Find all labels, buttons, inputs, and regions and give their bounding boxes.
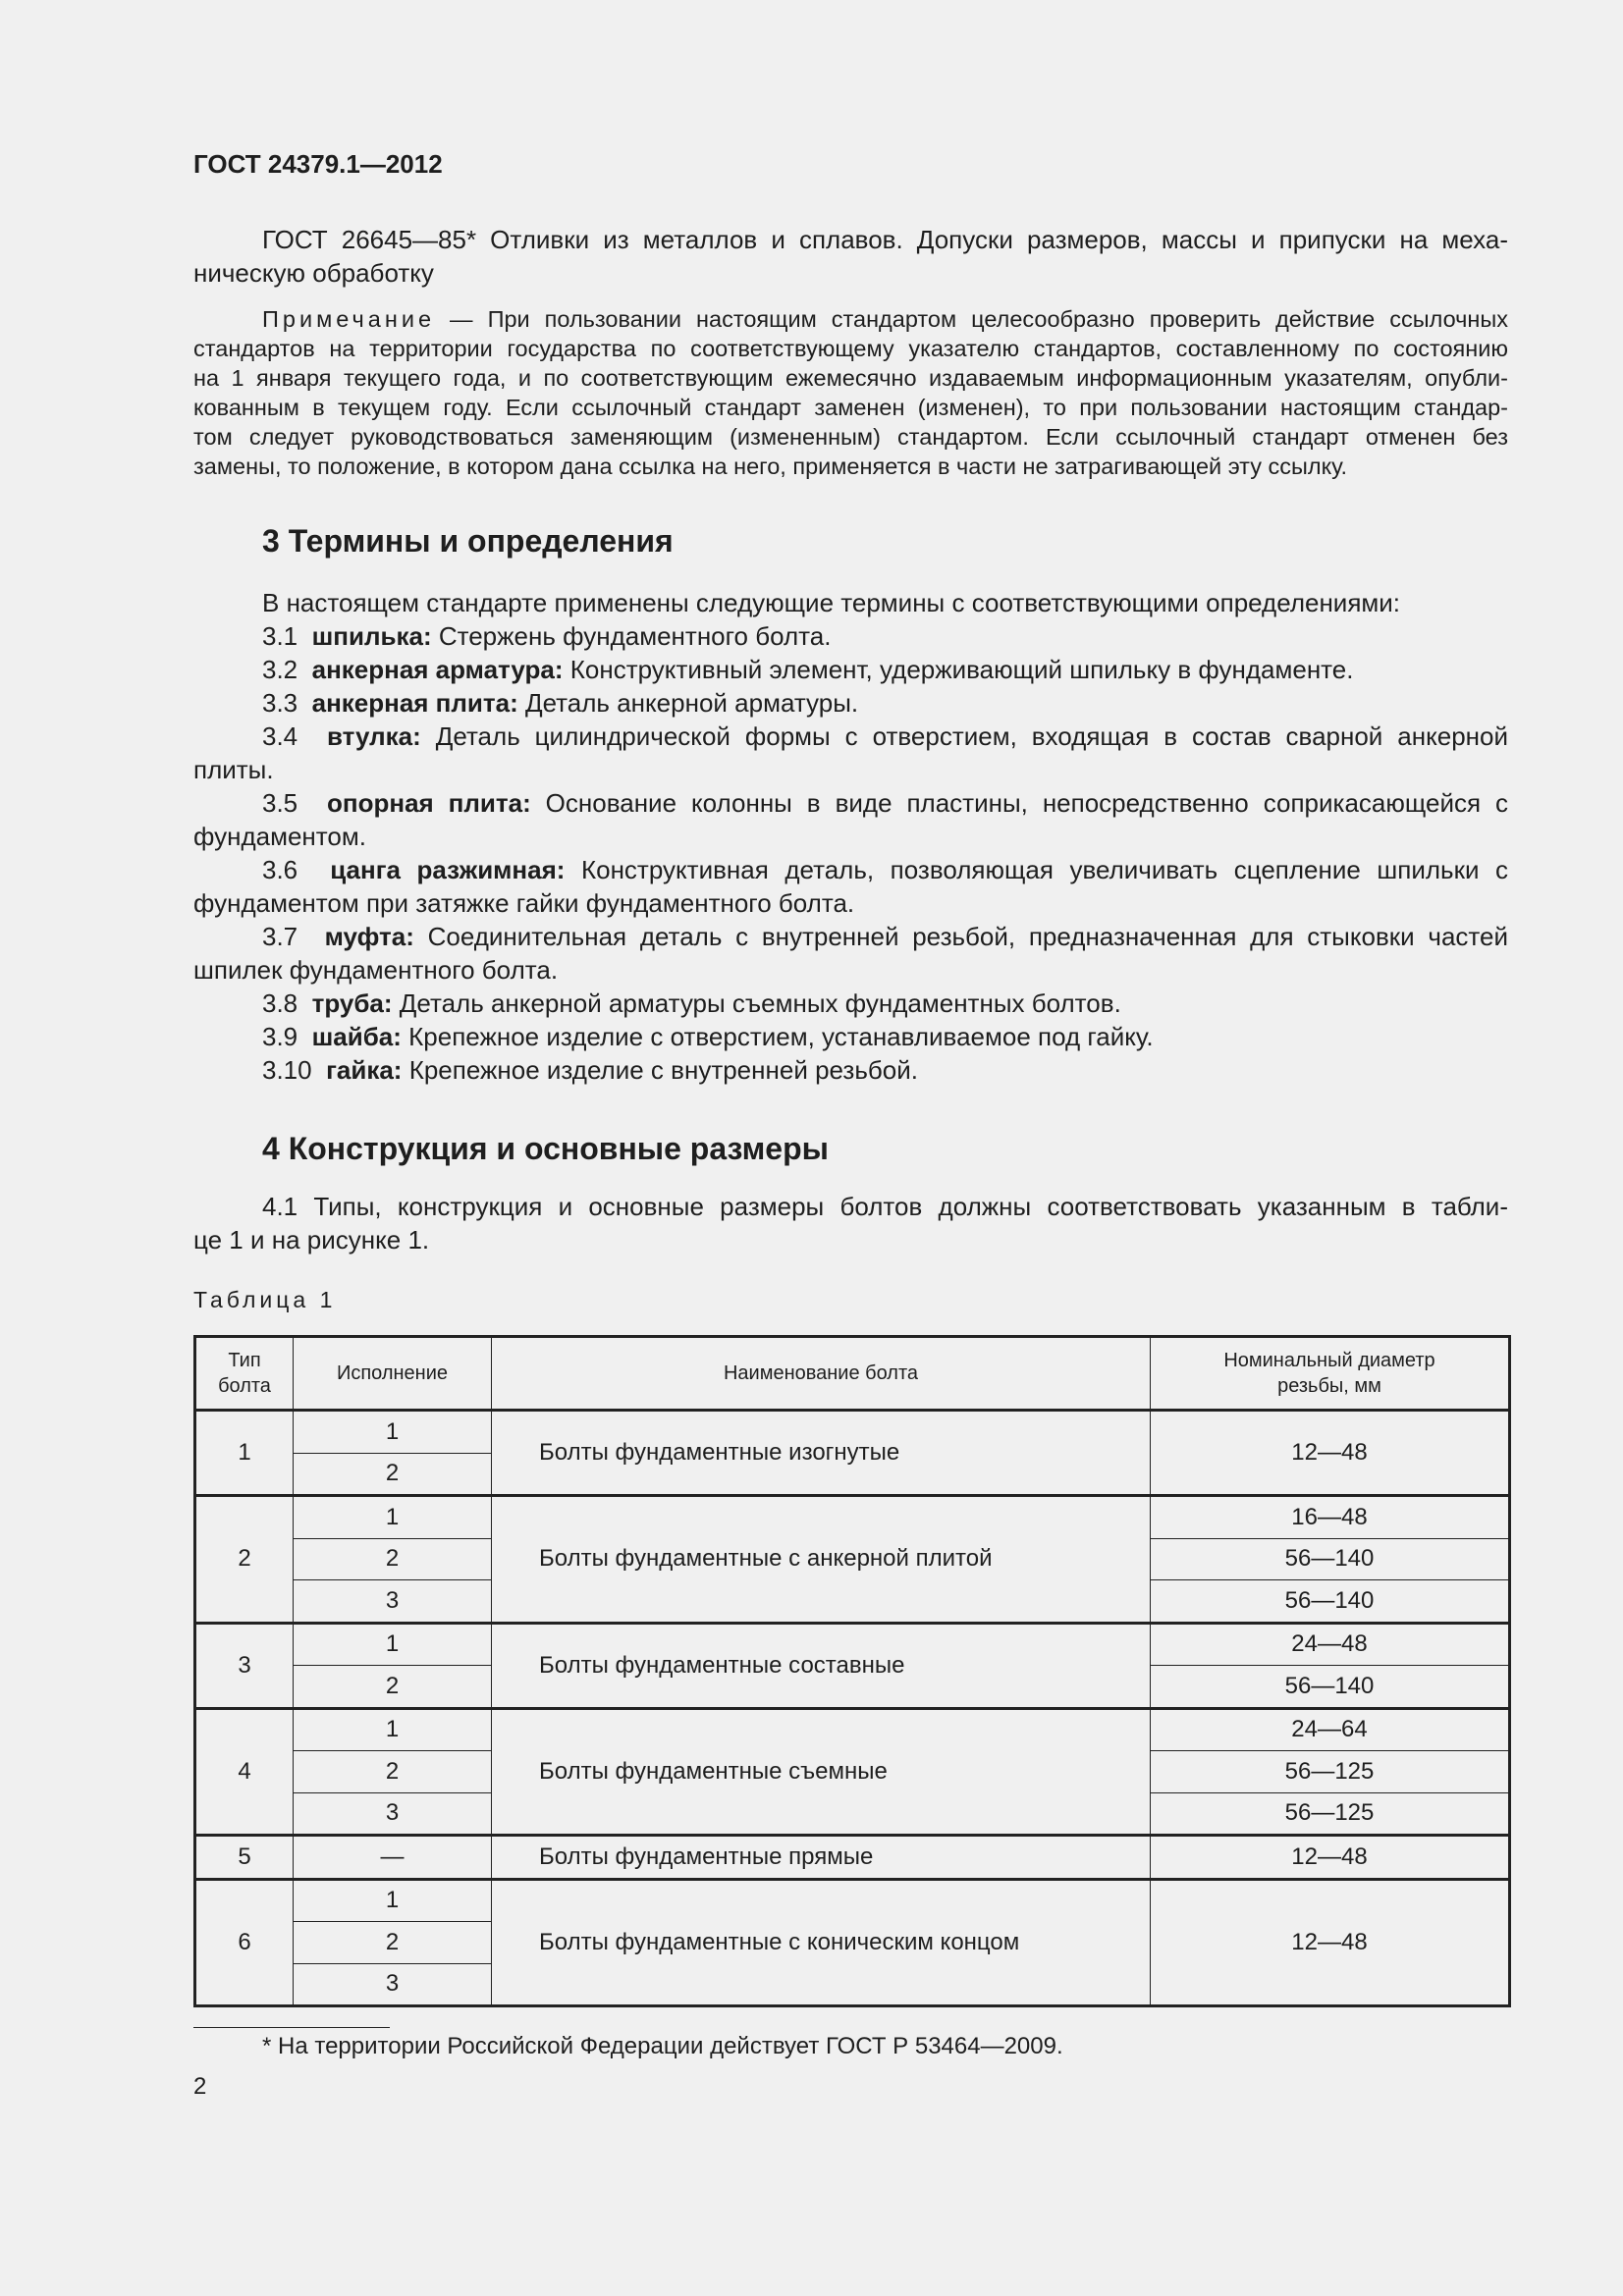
term-name: шайба: [311,1022,402,1051]
term-definition-continuation: фундаментом. [193,822,366,851]
cell-bolt-name: Болты фундаментные с анкерной плитой [492,1496,1151,1624]
term-definition: Деталь анкерной арматуры. [517,688,859,718]
footnote-separator [193,2027,390,2028]
table-group [195,1496,1510,1624]
cell-execution: 2 [294,1922,492,1964]
term-number: 3.1 [262,621,298,651]
cell-bolt-type: 2 [195,1496,294,1624]
table-group [195,1411,1510,1496]
cell-bolt-type: 3 [195,1623,294,1708]
cell-bolt-type: 5 [195,1836,294,1880]
cell-bolt-name: Болты фундаментные изогнутые [492,1411,1151,1496]
term-number: 3.5 [262,788,298,818]
cell-execution: 3 [294,1963,492,2006]
cell-thread-diameter: 56—140 [1151,1580,1510,1624]
term-definition: Конструктивная деталь, позволяющая увеличивать сцепление шпильки с [565,855,1508,884]
term-definition: Стержень фундаментного болта. [431,621,832,651]
term-definition: Соединительная деталь с внутренней резьбой, предназначенная для стыковки частей [413,922,1509,951]
reference-line-2: ническую обработку [193,258,434,288]
cell-execution: 2 [294,1666,492,1709]
term-number: 3.4 [262,721,298,751]
table-row [195,1836,1510,1880]
table-group [195,1879,1510,2006]
term-item [262,920,1508,953]
cell-execution: 2 [294,1751,492,1793]
note-line-5: том следует руководствоваться заменяющим (измененным) стандартом. Если ссылочный стандарт отменен без [193,424,1508,450]
term-number: 3.3 [262,688,298,718]
term-name: шпилька: [311,621,432,651]
note-line-6: замены, то положение, в котором дана ссылка на него, применяется в части не затрагивающей эту ссылку. [193,454,1348,479]
cell-execution: 1 [294,1623,492,1666]
cell-bolt-name: Болты фундаментные съемные [492,1708,1151,1836]
cell-thread-diameter: 16—48 [1151,1496,1510,1539]
section-3-intro: В настоящем стандарте применены следующие термины с соответствующими определениями: [262,588,1401,617]
table-row [195,1879,1510,1922]
term-item [262,619,831,653]
table-row [195,1623,1510,1666]
cell-thread-diameter: 12—48 [1151,1836,1510,1880]
cell-execution: — [294,1836,492,1880]
header-type: Тип болта [195,1337,294,1411]
header-diameter: Номинальный диаметр резьбы, мм [1151,1337,1510,1411]
cell-execution: 2 [294,1453,492,1496]
term-number: 3.8 [262,988,298,1018]
cell-bolt-type: 6 [195,1879,294,2006]
cell-thread-diameter: 56—125 [1151,1751,1510,1793]
cell-thread-diameter: 12—48 [1151,1411,1510,1496]
cell-execution: 1 [294,1708,492,1751]
cell-thread-diameter: 24—64 [1151,1708,1510,1751]
term-definition: Основание колонны в виде пластины, непосредственно соприкасающейся с [530,788,1508,818]
cell-thread-diameter: 56—125 [1151,1792,1510,1836]
term-item [262,720,1508,753]
term-number: 3.10 [262,1055,312,1085]
section-3-title: 3 Термины и определения [262,523,674,559]
term-name: опорная плита: [327,788,531,818]
term-definition: Крепежное изделие с отверстием, устанавливаемое под гайку. [401,1022,1154,1051]
table-row [195,1708,1510,1751]
term-item [262,987,1121,1020]
cell-execution: 1 [294,1879,492,1922]
section-4-para-line-2: це 1 и на рисунке 1. [193,1225,430,1255]
term-item [262,686,858,720]
footnote: * На территории Российской Федерации действует ГОСТ Р 53464—2009. [262,2033,1063,2059]
cell-thread-diameter: 12—48 [1151,1879,1510,2006]
cell-execution: 3 [294,1580,492,1624]
term-item [262,653,1353,686]
table-row [195,1411,1510,1454]
bolt-types-table [193,1335,1511,2007]
term-number: 3.6 [262,855,298,884]
note-line-4: кованным в текущем году. Если ссылочный стандарт заменен (изменен), то при пользовании настоящим стандар- [193,395,1508,420]
note-line-2: стандартов на территории государства по соответствующему указателю стандартов, составленному по состоянию [193,336,1508,361]
term-definition-continuation: шпилек фундаментного болта. [193,955,559,985]
term-name: гайка: [326,1055,403,1085]
header-bolt-name: Наименование болта [492,1337,1151,1411]
term-item [262,1020,1154,1053]
cell-execution: 2 [294,1538,492,1580]
cell-execution: 1 [294,1496,492,1539]
reference-line-1: ГОСТ 26645—85* Отливки из металлов и сплавов. Допуски размеров, массы и припуски на меха- [262,225,1508,254]
table-group [195,1623,1510,1708]
cell-thread-diameter: 56—140 [1151,1538,1510,1580]
table-group [195,1708,1510,1836]
term-definition: Деталь анкерной арматуры съемных фундаментных болтов. [392,988,1121,1018]
header-execution: Исполнение [294,1337,492,1411]
section-4-title: 4 Конструкция и основные размеры [262,1131,829,1166]
cell-bolt-type: 4 [195,1708,294,1836]
document-header: ГОСТ 24379.1—2012 [193,149,443,179]
term-item [262,853,1508,886]
cell-thread-diameter: 56—140 [1151,1666,1510,1709]
cell-execution: 1 [294,1411,492,1454]
term-definition: Конструктивный элемент, удерживающий шпильку в фундаменте. [563,655,1354,684]
section-4-para-line-1: 4.1 Типы, конструкция и основные размеры болтов должны соответствовать указанным в табли- [262,1192,1508,1221]
term-number: 3.2 [262,655,298,684]
cell-execution: 3 [294,1792,492,1836]
table-caption: Таблица 1 [193,1287,337,1312]
note-label: Примечание [262,306,436,332]
term-item [262,786,1508,820]
term-number: 3.7 [262,922,298,951]
cell-bolt-name: Болты фундаментные составные [492,1623,1151,1708]
term-name: цанга разжимная: [330,855,566,884]
note-line-1 [262,304,1508,334]
term-number: 3.9 [262,1022,298,1051]
table-row [195,1496,1510,1539]
term-name: анкерная плита: [311,688,518,718]
note-line-3: на 1 января текущего года, и по соответствующим ежемесячно издаваемым информационным указателям, опубли- [193,365,1508,391]
cell-bolt-name: Болты фундаментные с коническим концом [492,1879,1151,2006]
cell-bolt-type: 1 [195,1411,294,1496]
term-name: труба: [311,988,393,1018]
term-name: втулка: [327,721,421,751]
page-number: 2 [193,2073,207,2100]
term-name: анкерная арматура: [311,655,564,684]
term-definition: Крепежное изделие с внутренней резьбой. [402,1055,918,1085]
term-definition-continuation: фундаментом при затяжке гайки фундаментного болта. [193,888,855,918]
term-definition-continuation: плиты. [193,755,274,784]
note-text: — При пользовании настоящим стандартом целесообразно проверить действие ссылочных [435,306,1508,332]
cell-bolt-name: Болты фундаментные прямые [492,1836,1151,1880]
term-definition: Деталь цилиндрической формы с отверстием, входящая в состав сварной анкерной [420,721,1509,751]
term-name: муфта: [324,922,414,951]
table-group [195,1836,1510,1880]
term-item [262,1053,918,1087]
cell-thread-diameter: 24—48 [1151,1623,1510,1666]
